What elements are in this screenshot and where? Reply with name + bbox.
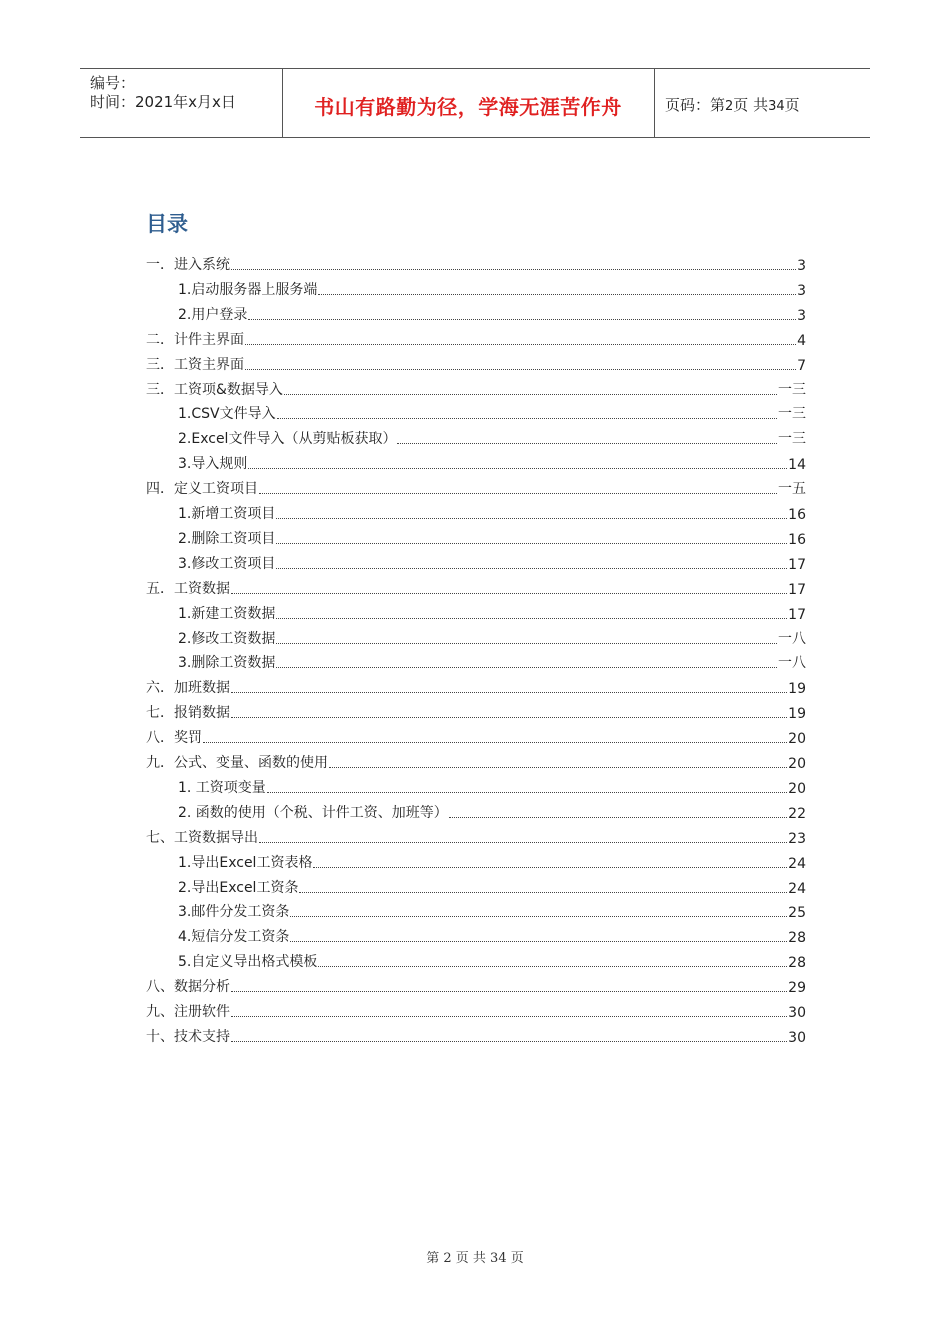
toc-entry[interactable] xyxy=(178,875,806,897)
toc-entry-label: 三．工资主界面 xyxy=(146,356,244,373)
toc-entry[interactable] xyxy=(146,252,806,274)
toc-entry[interactable] xyxy=(178,650,806,672)
toc-entry[interactable] xyxy=(178,924,806,946)
toc-entry-page: 28 xyxy=(788,955,806,972)
toc-entry[interactable] xyxy=(178,501,806,523)
toc-leader-dots xyxy=(231,1040,787,1042)
page-suffix: 页 xyxy=(784,96,800,114)
toc-entry-page: 7 xyxy=(797,357,806,374)
page-number: 2 xyxy=(725,99,734,114)
toc-leader-dots xyxy=(276,567,787,569)
toc-entry-page: 20 xyxy=(788,780,806,797)
toc-entry-label: 1.启动服务器上服务端 xyxy=(178,281,318,298)
toc-entry-label: 2.导出Excel工资条 xyxy=(178,879,299,896)
toc-entry[interactable] xyxy=(178,949,806,971)
page-mid: 页 共 xyxy=(733,96,769,114)
toc-leader-dots xyxy=(284,393,777,395)
toc-leader-dots xyxy=(231,1015,787,1017)
toc-leader-dots xyxy=(203,741,787,743)
toc-entry-page: 16 xyxy=(788,531,806,548)
toc-entry[interactable] xyxy=(178,451,806,473)
toc-entry-label: 1.新建工资数据 xyxy=(178,605,276,622)
toc-entry-label: 5.自定义导出格式模板 xyxy=(178,954,318,971)
toc-entry-page: 30 xyxy=(788,1005,806,1021)
toc-entry[interactable] xyxy=(178,800,806,822)
toc-title: 目录 xyxy=(146,212,188,236)
toc-leader-dots xyxy=(449,816,787,818)
toc-entry[interactable] xyxy=(178,899,806,921)
toc-entry[interactable] xyxy=(146,1024,806,1046)
page-header xyxy=(80,68,870,138)
toc-entry-label: 八．奖罚 xyxy=(146,730,202,747)
toc-entry[interactable] xyxy=(146,327,806,349)
toc-leader-dots xyxy=(318,965,787,967)
toc-leader-dots xyxy=(299,891,787,893)
toc-entry-page: 3 xyxy=(797,258,806,274)
toc-leader-dots xyxy=(276,642,777,644)
toc-leader-dots xyxy=(276,666,777,668)
toc-entry[interactable] xyxy=(178,551,806,573)
document-date-label: 时间：2021年x月x日 xyxy=(90,93,236,111)
toc-leader-dots xyxy=(231,716,787,718)
header-page-info xyxy=(665,94,800,115)
toc-leader-dots xyxy=(397,442,777,444)
toc-leader-dots xyxy=(329,766,787,768)
toc-entry-page: 24 xyxy=(788,855,806,872)
toc-entry-label: 1.CSV文件导入 xyxy=(178,406,276,423)
toc-leader-dots xyxy=(259,492,777,494)
toc-leader-dots xyxy=(231,268,796,270)
toc-leader-dots xyxy=(290,940,787,942)
toc-entry-label: 1.导出Excel工资表格 xyxy=(178,854,313,871)
toc-leader-dots xyxy=(231,990,787,992)
header-left-cell xyxy=(80,69,283,137)
toc-entry-label: 四．定义工资项目 xyxy=(146,481,258,498)
toc-entry-label: 九．公式、变量、函数的使用 xyxy=(146,755,328,771)
toc-entry-label: 4.短信分发工资条 xyxy=(178,929,290,946)
toc-entry[interactable] xyxy=(146,999,806,1021)
toc-entry-page: 22 xyxy=(788,805,806,822)
toc-entry-page: 一三 xyxy=(778,406,806,423)
toc-entry[interactable] xyxy=(146,675,806,697)
toc-entry-page: 3 xyxy=(797,307,806,324)
toc-entry-label: 七．报销数据 xyxy=(146,705,230,722)
toc-leader-dots xyxy=(259,841,787,843)
toc-entry[interactable] xyxy=(146,725,806,747)
toc-entry[interactable] xyxy=(178,775,806,797)
toc-leader-dots xyxy=(245,368,796,370)
toc-entry-page: 一八 xyxy=(778,655,806,672)
toc-leader-dots xyxy=(276,617,787,619)
toc-entry-page: 19 xyxy=(788,706,806,723)
toc-entry-page: 4 xyxy=(797,332,806,349)
toc-entry-page: 17 xyxy=(788,606,806,623)
toc-entry-page: 17 xyxy=(788,556,806,573)
toc-entry-label: 2.修改工资数据 xyxy=(178,630,276,647)
toc-entry-page: 23 xyxy=(788,830,806,847)
toc-entry-label: 3.导入规则 xyxy=(178,456,248,473)
toc-leader-dots xyxy=(313,866,787,868)
toc-entry-label: 九、注册软件 xyxy=(146,1004,230,1020)
toc-leader-dots xyxy=(267,791,787,793)
toc-entry[interactable] xyxy=(146,476,806,498)
toc-entry-page: 29 xyxy=(788,980,806,997)
header-right-cell xyxy=(655,69,870,137)
toc-leader-dots xyxy=(248,318,796,320)
toc-entry-label: 六．加班数据 xyxy=(146,680,230,697)
toc-entry[interactable] xyxy=(178,401,806,423)
toc-entry-label: 3.修改工资项目 xyxy=(178,555,276,572)
toc-entry-label: 十、技术支持 xyxy=(146,1028,230,1045)
toc-entry-label: 2.Excel文件导入（从剪贴板获取） xyxy=(178,431,397,448)
toc-entry-label: 3.删除工资数据 xyxy=(178,655,276,672)
toc-entry-page: 3 xyxy=(797,282,806,299)
toc-entry[interactable] xyxy=(178,302,806,324)
toc-entry[interactable] xyxy=(178,426,806,448)
toc-leader-dots xyxy=(248,467,787,469)
toc-leader-dots xyxy=(318,293,796,295)
toc-entry[interactable] xyxy=(178,850,806,872)
toc-entry-page: 24 xyxy=(788,880,806,897)
toc-entry-page: 一三 xyxy=(778,381,806,398)
toc-entry-label: 1.新增工资项目 xyxy=(178,506,276,522)
toc-entry-label: 2.用户登录 xyxy=(178,306,248,323)
toc-entry[interactable] xyxy=(146,750,806,772)
header-middle-cell xyxy=(282,69,655,137)
toc-entry-page: 14 xyxy=(788,457,806,474)
header-motto: 书山有路勤为径，学海无涯苦作舟 xyxy=(314,95,622,119)
toc-leader-dots xyxy=(231,592,787,594)
toc-entry-label: 八、数据分析 xyxy=(146,979,230,996)
toc-entry[interactable] xyxy=(178,526,806,548)
toc-leader-dots xyxy=(276,517,787,519)
toc-entry-page: 17 xyxy=(788,581,806,598)
toc-leader-dots xyxy=(245,343,796,345)
toc-entry-page: 一五 xyxy=(778,481,806,498)
toc-entry-page: 一八 xyxy=(778,630,806,647)
toc-entry-label: 二．计件主界面 xyxy=(146,331,244,348)
toc-entry[interactable] xyxy=(146,700,806,722)
toc-entry[interactable] xyxy=(146,974,806,996)
toc-entry[interactable] xyxy=(146,576,806,598)
toc-entry-label: 2. 函数的使用（个税、计件工资、加班等） xyxy=(178,804,448,821)
toc-entry-page: 30 xyxy=(788,1029,806,1046)
toc-entry-label: 一．进入系统 xyxy=(146,257,230,273)
page-total: 34 xyxy=(768,99,785,114)
document-number-label: 编号： xyxy=(90,74,136,92)
toc-entry-page: 19 xyxy=(788,681,806,698)
page-prefix: 页码：第 xyxy=(665,96,726,114)
toc-entry-label: 3.邮件分发工资条 xyxy=(178,904,290,921)
toc-entry-label: 三．工资项&数据导入 xyxy=(146,381,283,398)
toc-leader-dots xyxy=(231,691,787,693)
toc-leader-dots xyxy=(290,915,787,917)
toc-leader-dots xyxy=(276,542,787,544)
toc-entry-page: 28 xyxy=(788,930,806,947)
toc-entry[interactable] xyxy=(178,601,806,623)
toc-entry-label: 七、工资数据导出 xyxy=(146,829,258,846)
toc-leader-dots xyxy=(277,417,777,419)
toc-entry-page: 一三 xyxy=(778,431,806,448)
toc-entry-label: 五．工资数据 xyxy=(146,580,230,597)
toc-entry[interactable] xyxy=(178,626,806,648)
toc-entry-page: 20 xyxy=(788,756,806,772)
toc-entry[interactable] xyxy=(146,825,806,847)
toc-entry-page: 20 xyxy=(788,731,806,748)
toc-entry-page: 25 xyxy=(788,905,806,922)
toc-entry[interactable] xyxy=(178,277,806,299)
toc-entry[interactable] xyxy=(146,377,806,399)
toc-entry[interactable] xyxy=(146,352,806,374)
toc-entry-label: 1. 工资项变量 xyxy=(178,779,266,796)
toc-entry-page: 16 xyxy=(788,507,806,523)
page-footer: 第 2 页 共 34 页 xyxy=(426,1251,524,1266)
toc-entry-label: 2.删除工资项目 xyxy=(178,530,276,547)
